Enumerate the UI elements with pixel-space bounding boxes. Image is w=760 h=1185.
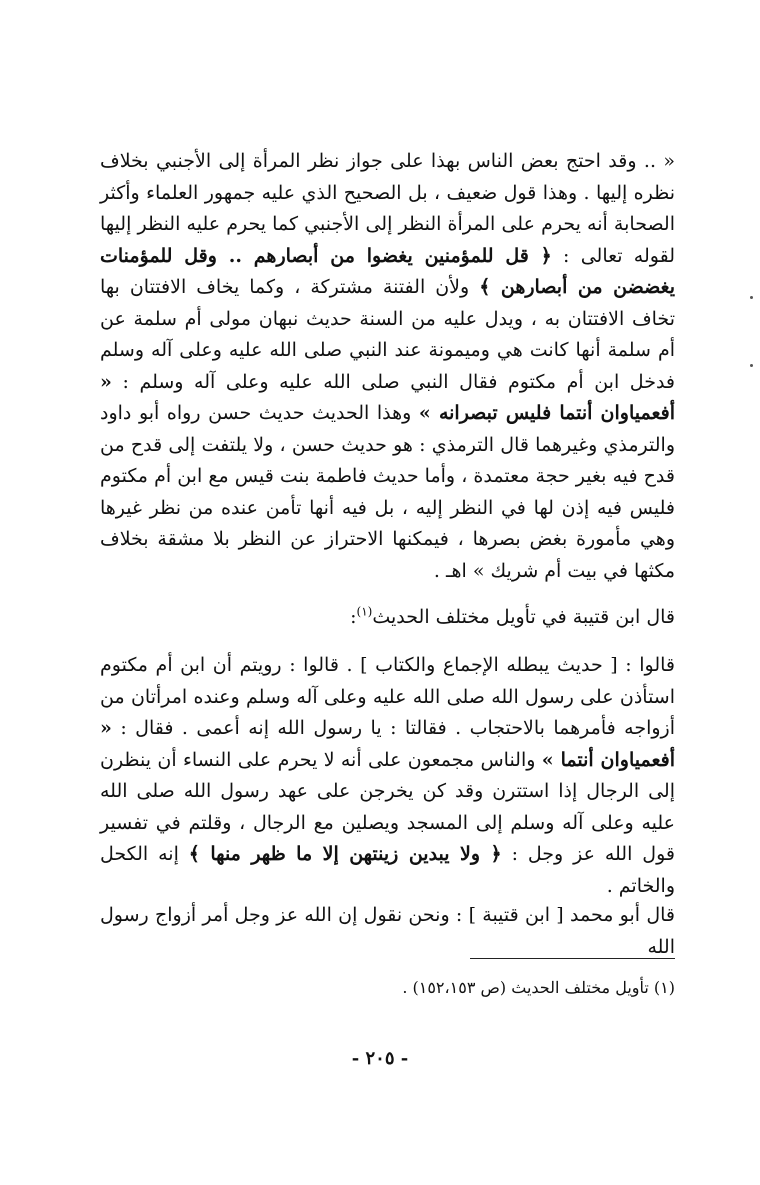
quran-verse: ﴿ ولا يبدين زينتهن إلا ما ظهر منها ﴾ [188,843,502,865]
paragraph-text: « .. وقد احتج بعض الناس بهذا على جواز نظر المرأة إلى الأجنبي بخلاف نظره إليها . وهذا قول ضعيف ، بل الصحيح الذي عليه جمهور العلماء وأكثر الصحابة أنه يحرم على المرأة النظر إلى الأجنبي كما يحرم عليه النظر إليها لقوله تعالى : [100,150,675,267]
quran-verse: ﴿ قل للمؤمنين يغضوا من أبصارهم .. وقل للمؤمنات يغضضن من أبصارهن ﴾ [100,244,676,298]
footnote-reference[interactable]: (١) [356,604,373,619]
hadith-quote: « أفعمياوان أنتما فليس تبصرانه » [100,370,675,424]
paragraph-text: وهذا الحديث حديث حسن رواه أبو داود والترمذي وغيرهما قال الترمذي : هو حديث حسن ، ولا يلتفت إلى قدح من قدح فيه بغير حجة معتمدة ، وأما حديث فاطمة بنت قيس مع ابن أم مكتوم فليس فيه إذن لها في النظر إليه ، بل فيه أنها تأمن عنده من نظر غيرها وهي مأمورة بغض بصرها ، فيمكنها الاحتراز عن النظر بلا مشقة بخلاف مكثها في بيت أم شريك » اهـ . [100,402,675,582]
scan-speck [750,296,753,299]
paragraph-text: إنه الكحل والخاتم . [100,843,675,897]
paragraph-text: قال أبو محمد [ ابن قتيبة ] : ونحن نقول إن الله عز وجل أمر أزواج رسول الله [100,904,675,958]
colon: : [350,606,357,628]
hadith-quote: « أفعمياوان أنتما » [100,717,675,771]
paragraph-ibn-qutaybah-text [100,650,675,902]
paragraph-text: قالوا : [ حديث يبطله الإجماع والكتاب ] . قالوا : رويتم أن ابن أم مكتوم استأذن على رسول الله صلى الله عليه وعلى آله وسلم وعنده امرأتان من أزواجه فأمرهما بالاحتجاب . فقالتا : يا رسول الله إنه أعمى . فقال : [100,654,675,739]
paragraph-text: والناس مجمعون على أنه لا يحرم على النساء أن ينظرن إلى الرجال إذا استترن وقد كن يخرجن على عهد رسول الله صلى الله عليه وعلى آله وسلم إلى المسجد ويصلين مع الرجال ، وقلتم في تفسير قول الله عز وجل : [100,748,675,865]
paragraph-ibn-qutaybah-intro [100,602,675,634]
paragraph-ibn-qayyim-quote [100,146,675,587]
paragraph-abu-muhammad [100,900,675,963]
page-number: - ٢٠٥ - [351,1048,409,1069]
footnote: (١) تأويل مختلف الحديث (ص ١٥٢،١٥٣) . [402,978,675,997]
footnote-divider [470,958,675,959]
paragraph-text: قال ابن قتيبة في تأويل مختلف الحديث [372,606,675,628]
scan-speck [750,364,753,367]
paragraph-text: ولأن الفتنة مشتركة ، وكما يخاف الافتتان بها تخاف الافتتان به ، ويدل عليه من السنة حديث نبهان مولى أم سلمة عن أم سلمة أنها كانت هي وميمونة عند النبي صلى الله عليه وعلى آله وسلم فدخل ابن أم مكتوم فقال النبي صلى الله عليه وعلى آله وسلم : [100,276,675,393]
